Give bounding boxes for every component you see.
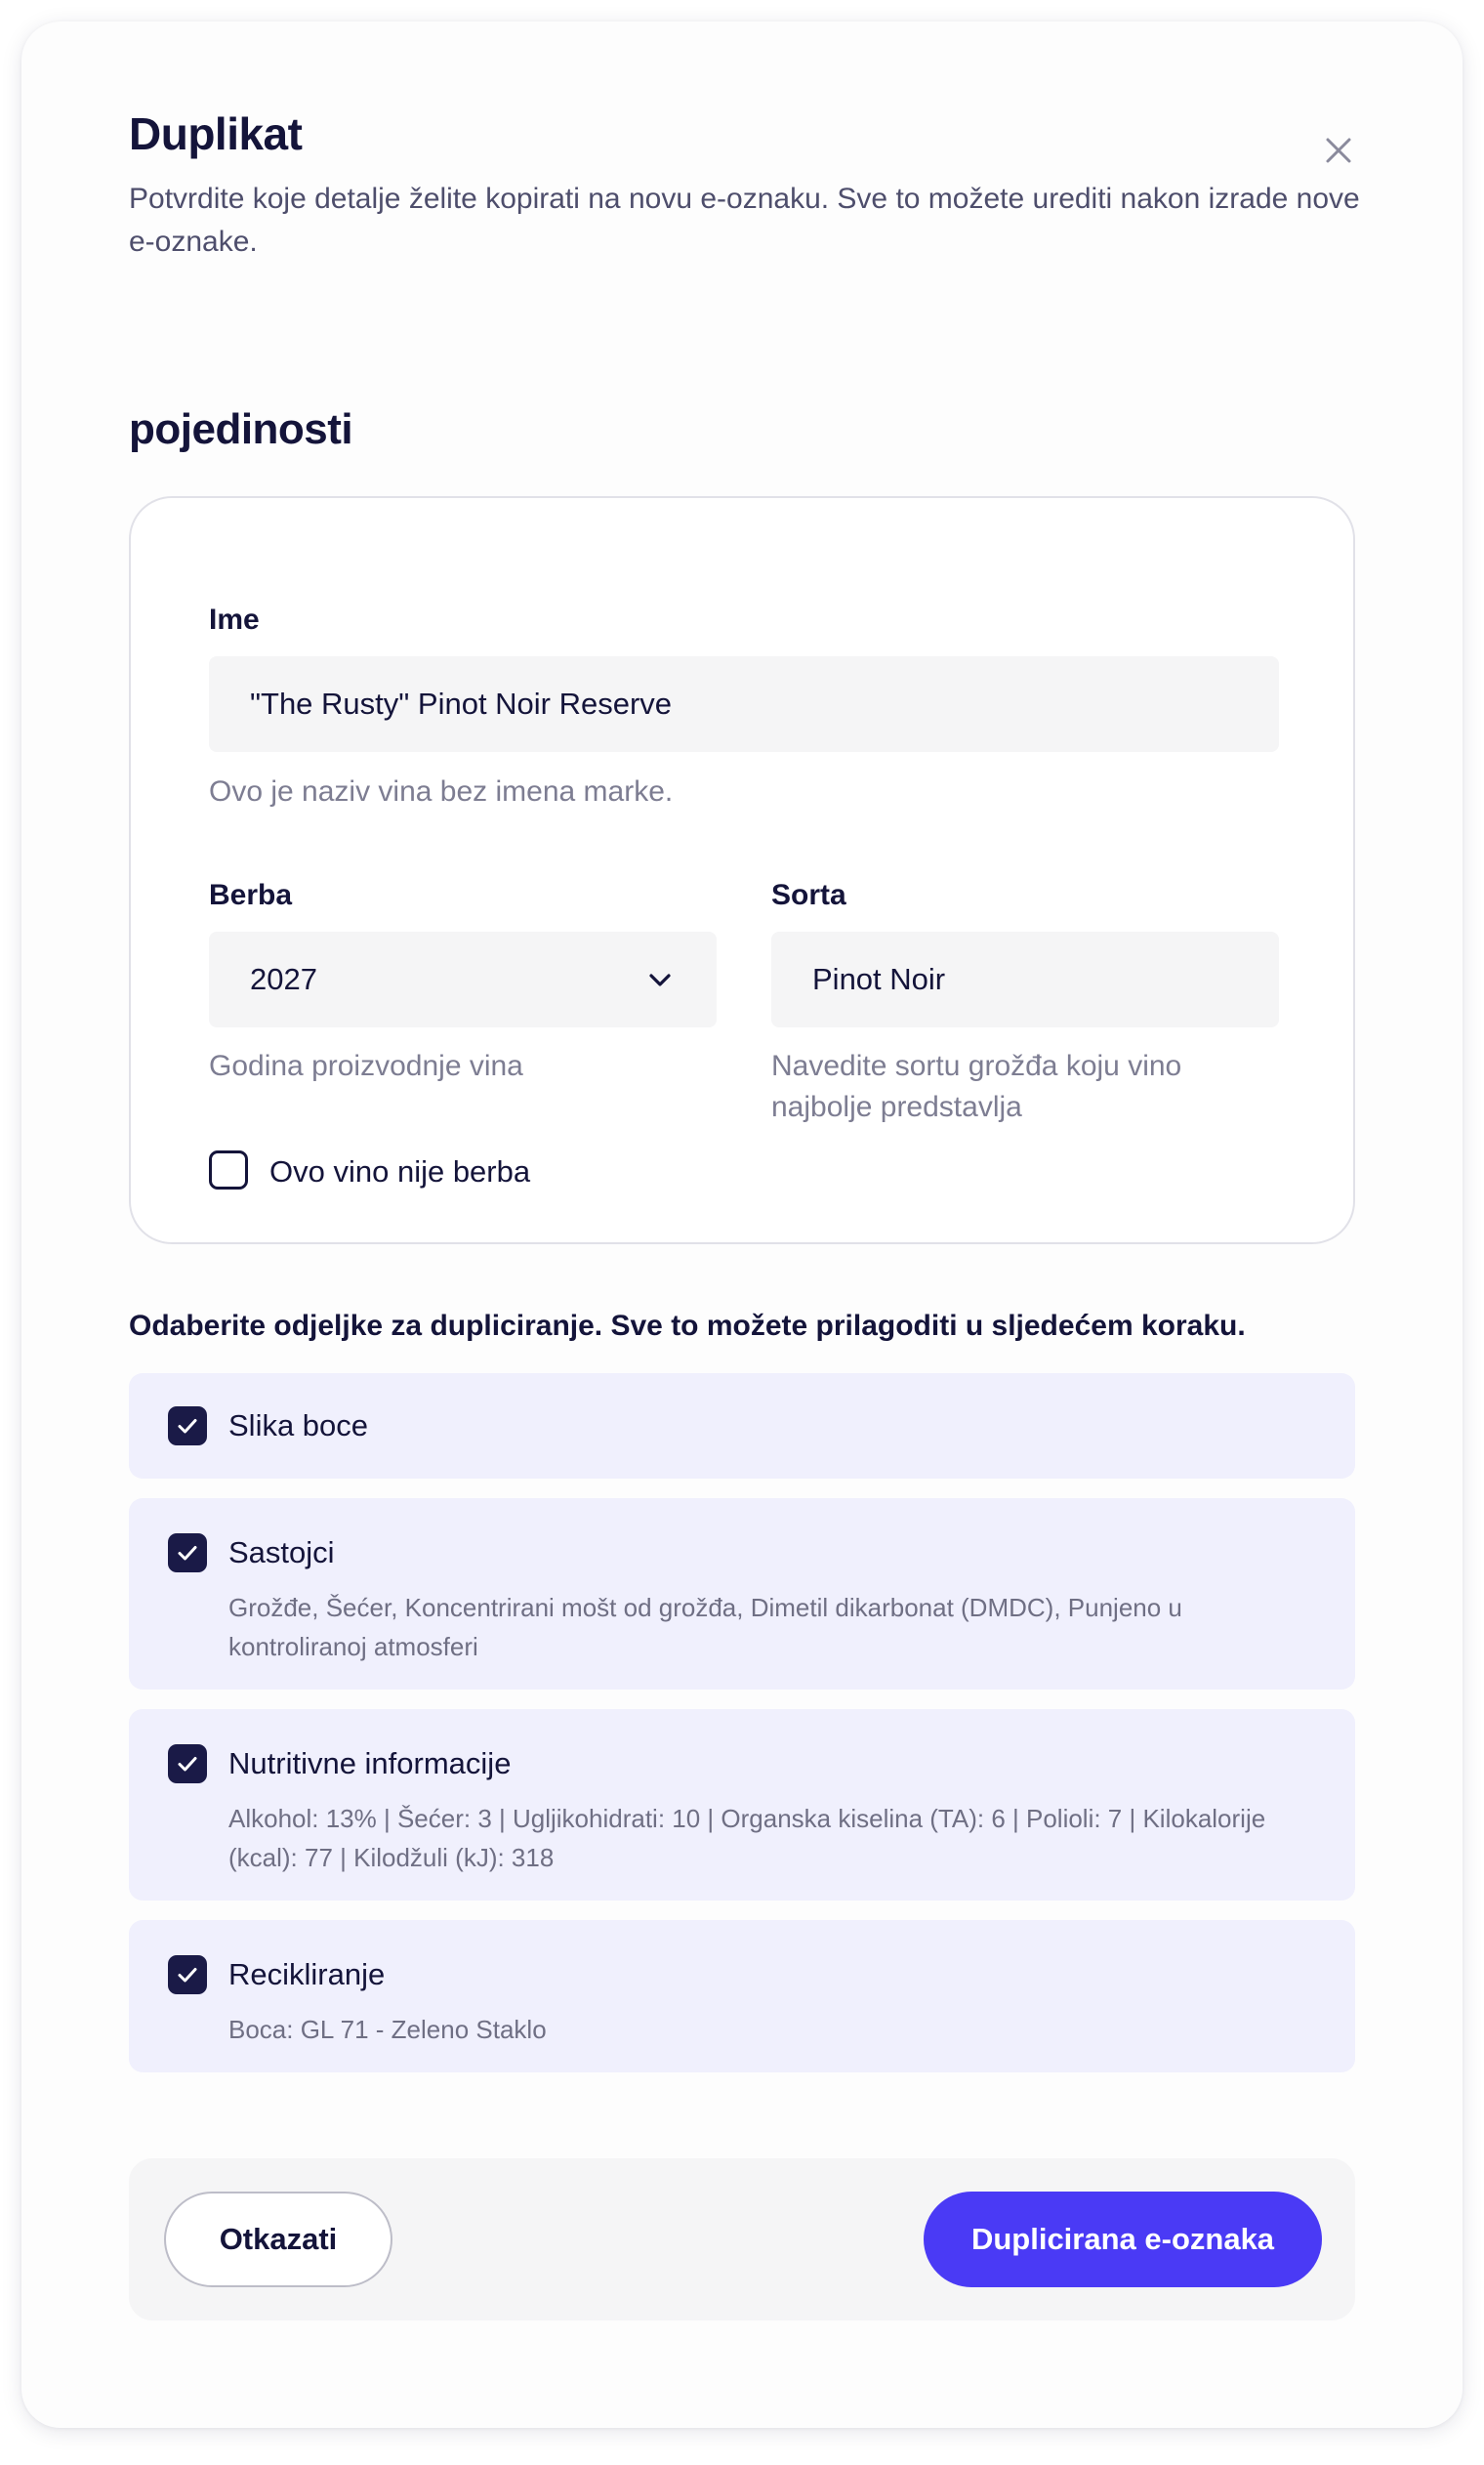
option-title: Nutritivne informacije [228, 1746, 512, 1780]
ingredients-checkbox[interactable] [168, 1533, 207, 1572]
name-input[interactable] [209, 656, 1279, 752]
option-bottle-image[interactable] [129, 1373, 1355, 1479]
cancel-button[interactable]: Otkazati [164, 2192, 392, 2287]
check-icon [176, 1752, 199, 1776]
dialog-footer [129, 2158, 1355, 2320]
option-nutrition[interactable] [129, 1709, 1355, 1901]
variety-helper: Navedite sortu grožđa koju vino najbolje predstavlja [771, 1050, 1182, 1123]
dialog-title: Duplikat [129, 108, 303, 159]
name-label: Ime [209, 604, 260, 636]
details-card [129, 496, 1355, 1244]
non-vintage-checkbox[interactable] [209, 1150, 248, 1190]
duplicate-dialog [21, 21, 1463, 2428]
close-button[interactable] [1311, 123, 1366, 178]
name-input-value: "The Rusty" Pinot Noir Reserve [250, 687, 673, 721]
check-icon [176, 1541, 199, 1565]
bottle-image-checkbox[interactable] [168, 1406, 207, 1445]
vintage-helper: Godina proizvodnje vina [209, 1050, 523, 1082]
recycling-checkbox[interactable] [168, 1955, 207, 1994]
option-recycling[interactable] [129, 1920, 1355, 2072]
option-ingredients[interactable] [129, 1498, 1355, 1690]
vintage-label: Berba [209, 879, 293, 911]
option-title: Slika boce [228, 1408, 369, 1442]
variety-label: Sorta [771, 879, 846, 911]
option-title: Recikliranje [228, 1957, 386, 1991]
nutrition-checkbox[interactable] [168, 1744, 207, 1783]
option-description: Alkohol: 13% | Šećer: 3 | Ugljikohidrati: 10 | Organska kiselina (TA): 6 | Polioli: 7 | Kilokalorije (kcal): 77 | Kilodžuli (kJ): 318 [228, 1804, 1266, 1872]
variety-input[interactable] [771, 932, 1279, 1027]
duplicate-button[interactable]: Duplicirana e-oznaka [924, 2192, 1322, 2287]
check-icon [176, 1963, 199, 1986]
check-icon [176, 1414, 199, 1438]
variety-input-value: Pinot Noir [812, 962, 946, 996]
option-description: Boca: GL 71 - Zeleno Staklo [228, 2015, 547, 2044]
vintage-select-value: 2027 [250, 962, 317, 996]
non-vintage-label: Ovo vino nije berba [269, 1154, 531, 1189]
vintage-select[interactable] [209, 932, 717, 1027]
dialog-subtitle: Potvrdite koje detalje želite kopirati na novu e-oznaku. Sve to možete urediti nakon izrade nove e-oznake. [129, 183, 1360, 258]
option-title: Sastojci [228, 1535, 335, 1569]
sections-heading: Odaberite odjeljke za dupliciranje. Sve to možete prilagoditi u sljedećem koraku. [129, 1310, 1246, 1342]
close-icon [1324, 136, 1353, 165]
name-helper: Ovo je naziv vina bez imena marke. [209, 775, 674, 808]
chevron-down-icon [646, 966, 674, 993]
details-section-title: pojedinosti [129, 405, 353, 453]
option-description: Grožđe, Šećer, Koncentrirani mošt od grožđa, Dimetil dikarbonat (DMDC), Punjeno u kontroliranoj atmosferi [228, 1593, 1182, 1661]
